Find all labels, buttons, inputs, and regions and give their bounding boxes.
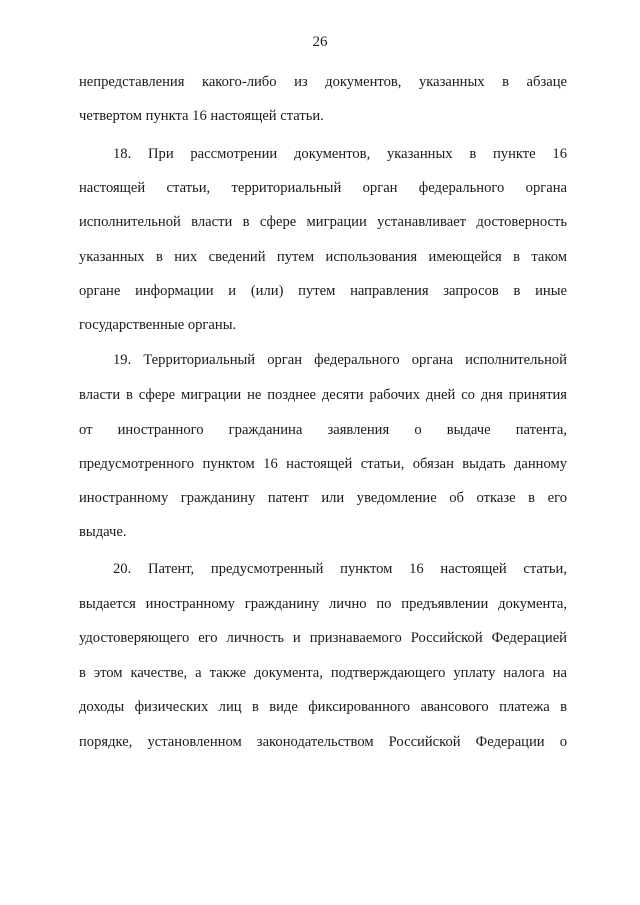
text-line: удостоверяющего его личность и признаваемого Российской Федерацией <box>79 630 567 646</box>
paragraph-19-line: 19. Территориальный орган федерального органа исполнительной <box>113 352 567 368</box>
text-line: власти в сфере миграции не позднее десяти рабочих дней со дня принятия <box>79 387 567 403</box>
text-line: четвертом пункта 16 настоящей статьи. <box>79 108 324 124</box>
text-line: исполнительной власти в сфере миграции устанавливает достоверность <box>79 214 567 230</box>
text-line: органе информации и (или) путем направления запросов в иные <box>79 283 567 299</box>
paragraph-20-line: 20. Патент, предусмотренный пунктом 16 настоящей статьи, <box>113 561 567 577</box>
text-line: в этом качестве, а также документа, подтверждающего уплату налога на <box>79 665 567 681</box>
text-line: от иностранного гражданина заявления о выдаче патента, <box>79 422 567 438</box>
text-line: указанных в них сведений путем использования имеющейся в таком <box>79 249 567 265</box>
text-line: государственные органы. <box>79 317 237 333</box>
text-line: порядке, установленном законодательством Российской Федерации о <box>79 734 567 750</box>
paragraph-18-line: 18. При рассмотрении документов, указанных в пункте 16 <box>113 146 567 162</box>
text-line: настоящей статьи, территориальный орган федерального органа <box>79 180 567 196</box>
page-number: 26 <box>312 34 328 50</box>
text-line: предусмотренного пунктом 16 настоящей статьи, обязан выдать данному <box>79 456 567 472</box>
text-line: выдается иностранному гражданину лично по предъявлении документа, <box>79 596 567 612</box>
text-line: выдаче. <box>79 524 127 540</box>
text-line: непредставления какого-либо из документов, указанных в абзаце <box>79 74 567 90</box>
text-line: иностранному гражданину патент или уведомление об отказе в его <box>79 490 567 506</box>
text-line: доходы физических лиц в виде фиксированного авансового платежа в <box>79 699 567 715</box>
